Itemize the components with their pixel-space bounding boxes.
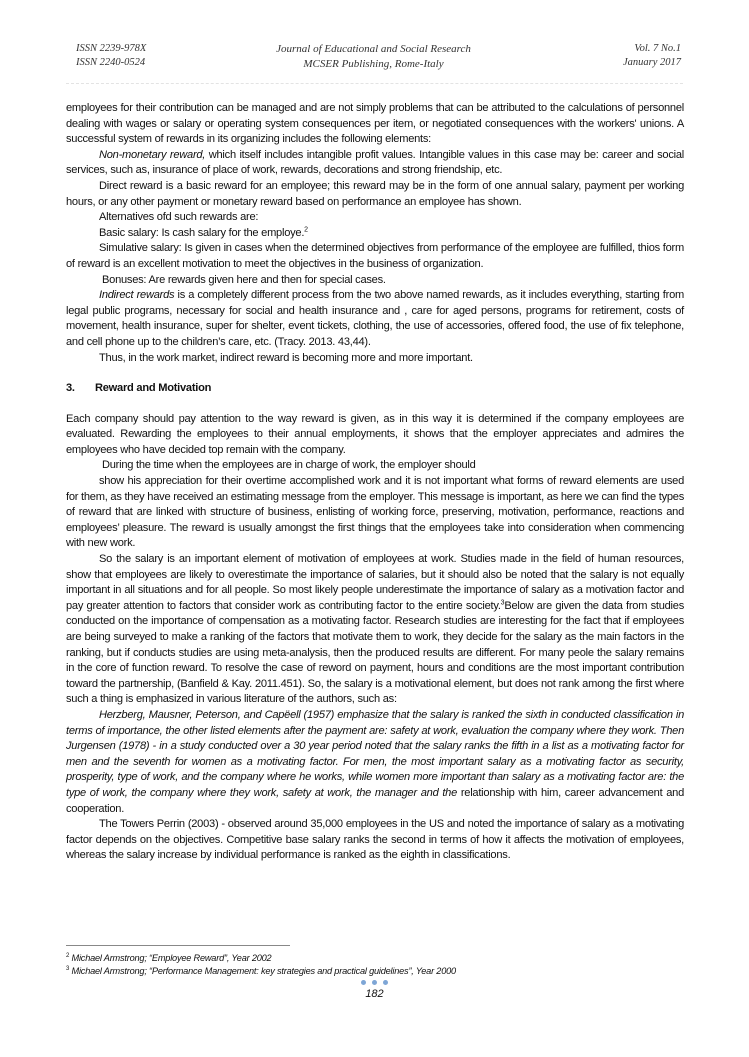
paragraph: show his appreciation for their overtime accomplished work and it is not important what forms of reward elements are used for them, as they have received an estimating message from the employer. This message is important, as here we can find the types of reward that are linked with structure of business, enlisting of working force, preserving, motivation, performance, reactions and employees’ pleasure. The reward is usually amongst the first things that the employees take into consideration when commencing with new work. [66, 475, 684, 550]
dot-icon [361, 980, 366, 985]
paragraph: Indirect rewards is a completely different process from the two above named rewards, as it includes everything, starting from legal public programs, necessary for social and health insurance and , care for aged persons, programs for retirement, costs of movement, health insurance, super for shelter, event tickets, clothing, the use of accessories, offered food, the use of fix telephone, and cell phone up to the children’s care, etc. (Tracy. 2013. 43,44). [66, 289, 684, 348]
paragraph: Simulative salary: Is given in cases when the determined objectives from performance of the employee are fulfilled, thios form of reward is an excellent motivation to meet the objectives in the business of organization. [66, 242, 684, 270]
issue-date: January 2017 [622, 57, 681, 68]
page-number: 182 [365, 988, 384, 1000]
issn-online: ISSN 2240-0524 [76, 57, 146, 68]
emphasis: Indirect rewards [99, 289, 175, 302]
issn-print: ISSN 2239-978X [76, 43, 147, 54]
footnote: $^3$ Michael Armstrong; “Performance Management: key strategies and practical guidelines”, Year 2000 [66, 965, 456, 976]
paragraph: Thus, in the work market, indirect reward is becoming more and more important. [99, 351, 473, 364]
emphasis: Non-monetary reward, [99, 148, 206, 161]
section-title: Reward and Motivation [95, 382, 212, 395]
paragraph: employees for their contribution can be managed and are not simply problems that can be attributed to the calculations of personnel dealing with wages or salary or operating system consequences per item, or negotiated consequences with the workers' unions. A successful system of rewards in its organizing includes the following elements: [66, 102, 684, 146]
paragraph: Alternatives ofd such rewards are: [99, 211, 259, 224]
section-number: 3. [66, 382, 75, 395]
paragraph: So the salary is an important element of motivation of employees at work. Studies made in the field of human resources, show that employees are likely to overestimate the importance of salaries, but it should also be noted that the salary is not equally important in all situations and for all people. So most likely people underestimate the importance of salary as a motivation factor and pay greater attention to factors that consider work as contributing factor to the entire society.$^3$Below are given the data from studies conducted on the importance of compensation as a motivating factor. Research studies are interesting for the fact that if employees are being surveyed to make a ranking of the factors that motivate them to work, they decide for the salary as the main factors in the ranking, but if conducts studies are using meta-analysis, then the produced results are different. For many peole the salary remains in the core of function reward. To resolve the case of reword on payment, hours and conditions are the most important contribution toward the partnership, (Banfield & Kay. 2011.451). So, the salary is a motivational element, but does not rank among the first where such a thing is emphasized in various literature of the authors, such as: [66, 553, 684, 706]
journal-title: Journal of Educational and Social Research [276, 43, 471, 55]
paragraph: During the time when the employees are in charge of work, the employer should [102, 459, 476, 472]
paragraph: Herzberg, Mausner, Peterson, and Capëell (1957) emphasize that the salary is ranked the sixth in conducted classification in terms of importance, the other listed elements after the payment are: safety at work, evaluation the company where they work. Then Jurgensen (1978) - in a study conducted over a 30 year period noted that the salary ranks the fifth in a list as a motivating factor for men and the seventh for women as a motivating factor. For men, the most important salary as a motivating factor as security, prosperity, type of work, and the company where he works, while women more important than salary as a motivating factor are: the type of work, the company where they work, safety at work, the manager and the relationship with him, career advancement and cooperation. [66, 708, 684, 815]
paragraph: Each company should pay attention to the way reward is given, as in this way it is determined if the company employees are evaluated. Rewarding the employees to their annual employments, it shows that the employer appreciates and admires the employees who have decided top remain with the company. [66, 412, 684, 456]
publisher: MCSER Publishing, Rome-Italy [303, 58, 444, 70]
footnote-ref[interactable]: 2 [304, 226, 308, 234]
journal-block [66, 42, 681, 72]
page-ornament-icon [361, 980, 391, 986]
paragraph: Direct reward is a basic reward for an employee; this reward may be in the form of one annual salary, payment per working hours, or any other payment or monetary reward based on performance an employee has shown. [66, 179, 684, 208]
footnote-divider [66, 945, 290, 946]
paragraph: Non-monetary reward, which itself includes intangible profit values. Intangible values in this case may be: career and social services, such as, insurance of place of work, rewards, decorations and strong friendship, etc. [66, 148, 684, 177]
article-body [66, 101, 684, 864]
header-divider [66, 83, 683, 84]
paragraph: Bonuses: Are rewards given here and then for special cases. [102, 273, 386, 286]
dot-icon [372, 980, 377, 985]
page-header [66, 42, 681, 82]
paragraph: The Towers Perrin (2003) - observed around 35,000 employees in the US and noted the importance of salary as a motivating factor depends on the objectives. Competitive base salary ranks the second in terms of how it affects the motivation of employees, whereas the salary increase by individual performance is ranked as the eighth in classifications. [66, 818, 684, 862]
emphasis: Herzberg, Mausner, Peterson, and Capëell (1957) emphasize that the salary is ranked the sixth in conducted classification in terms of importance, the other listed elements after the payment are: safety at work, evaluation the company where they work. Then Jurgensen (1978) - in a study conducted over a 30 year period noted that the salary ranks the fifth in a list as a motivating factor for men and the seventh for women as a motivating factor. For men, the most important salary as a motivating factor as security, prosperity, type of work, and the company where he works, while women more important than salary as a motivating factor are: the type of work, the company where they work, safety at work, the manager and the [66, 708, 684, 799]
dot-icon [383, 980, 388, 985]
footnote: $^2$ Michael Armstrong; “Employee Reward”, Year 2002 [66, 952, 272, 963]
section-heading [66, 381, 684, 397]
issue-block [623, 42, 681, 70]
paragraph: Basic salary: Is cash salary for the employe.$^2$ [99, 226, 308, 239]
footnote-ref[interactable]: 3 [500, 599, 505, 607]
volume: Vol. 7 No.1 [634, 43, 681, 54]
footnotes [66, 952, 684, 978]
